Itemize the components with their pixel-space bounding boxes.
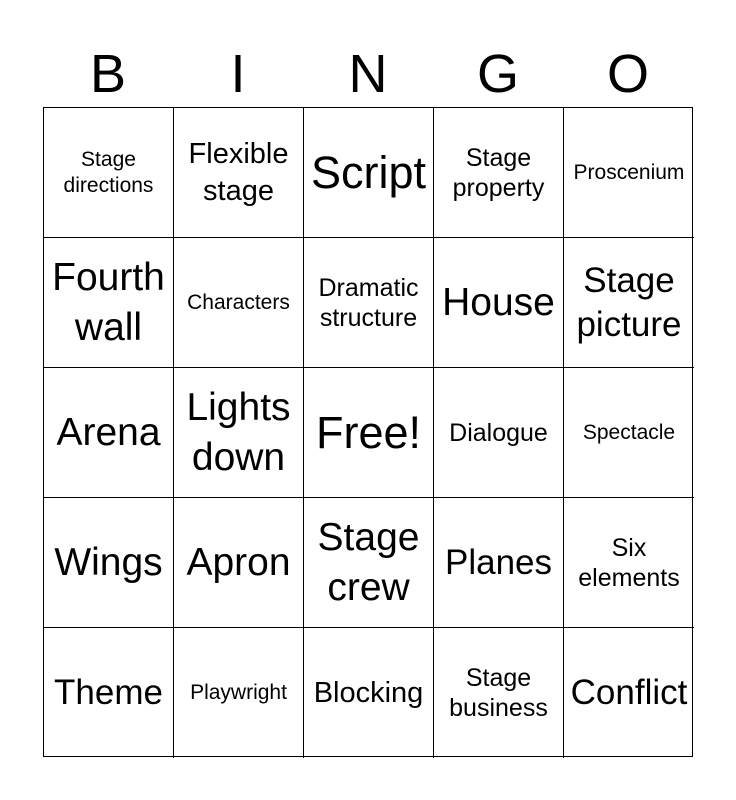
bingo-header <box>43 40 693 108</box>
bingo-cell[interactable] <box>304 108 434 238</box>
bingo-cell[interactable] <box>174 368 304 498</box>
bingo-cell[interactable] <box>44 368 174 498</box>
header-letter-n: N <box>348 44 388 104</box>
cell-text: Wings <box>54 540 163 584</box>
bingo-cell[interactable] <box>304 498 434 628</box>
cell-text: Script <box>310 146 427 198</box>
bingo-cell[interactable] <box>564 108 694 238</box>
cell-text: Stage picture <box>576 260 682 344</box>
cell-text: Theme <box>54 673 163 713</box>
cell-text: Arena <box>56 410 161 454</box>
bingo-cell[interactable] <box>434 628 564 758</box>
header-letter-i: I <box>230 44 246 104</box>
bingo-cell[interactable] <box>564 628 694 758</box>
cell-text: Lights down <box>186 385 291 479</box>
bingo-card-grid <box>43 107 693 757</box>
bingo-cell[interactable] <box>174 108 304 238</box>
bingo-cell[interactable] <box>434 238 564 368</box>
cell-text: Blocking <box>313 676 424 709</box>
bingo-cell[interactable] <box>564 368 694 498</box>
cell-text: Stage business <box>449 664 548 722</box>
cell-text: Planes <box>444 542 553 582</box>
bingo-cell[interactable] <box>564 238 694 368</box>
cell-text: Dialogue <box>449 418 548 447</box>
cell-text: Spectacle <box>582 420 676 444</box>
bingo-cell[interactable] <box>44 108 174 238</box>
bingo-cell[interactable] <box>434 368 564 498</box>
bingo-cell[interactable] <box>174 238 304 368</box>
cell-text: Fourth wall <box>52 255 165 349</box>
bingo-cell[interactable] <box>174 628 304 758</box>
bingo-cell[interactable] <box>44 628 174 758</box>
cell-text: Playwright <box>190 681 287 705</box>
bingo-cell[interactable] <box>434 498 564 628</box>
header-letter-b: B <box>89 44 127 104</box>
cell-text: Flexible stage <box>188 138 289 207</box>
header-letter-o: O <box>606 44 649 104</box>
bingo-cell[interactable] <box>174 498 304 628</box>
bingo-cell[interactable] <box>434 108 564 238</box>
bingo-cell[interactable] <box>304 238 434 368</box>
bingo-cell free-space[interactable] <box>304 368 434 498</box>
cell-text: Characters <box>187 290 290 314</box>
cell-text: Stage property <box>452 143 545 202</box>
cell-text: Conflict <box>570 673 688 713</box>
bingo-cell[interactable] <box>304 628 434 758</box>
cell-text: Dramatic structure <box>318 273 419 332</box>
cell-text: Stage crew <box>317 515 420 609</box>
bingo-cell[interactable] <box>44 238 174 368</box>
cell-text: Stage directions <box>63 148 154 197</box>
bingo-cell[interactable] <box>44 498 174 628</box>
cell-text: Six elements <box>578 533 680 592</box>
cell-text: Apron <box>186 540 291 584</box>
header-letter-g: G <box>476 44 519 104</box>
bingo-cell[interactable] <box>564 498 694 628</box>
cell-text: House <box>442 280 555 324</box>
cell-text: Free! <box>315 406 422 458</box>
cell-text: Proscenium <box>573 160 685 184</box>
